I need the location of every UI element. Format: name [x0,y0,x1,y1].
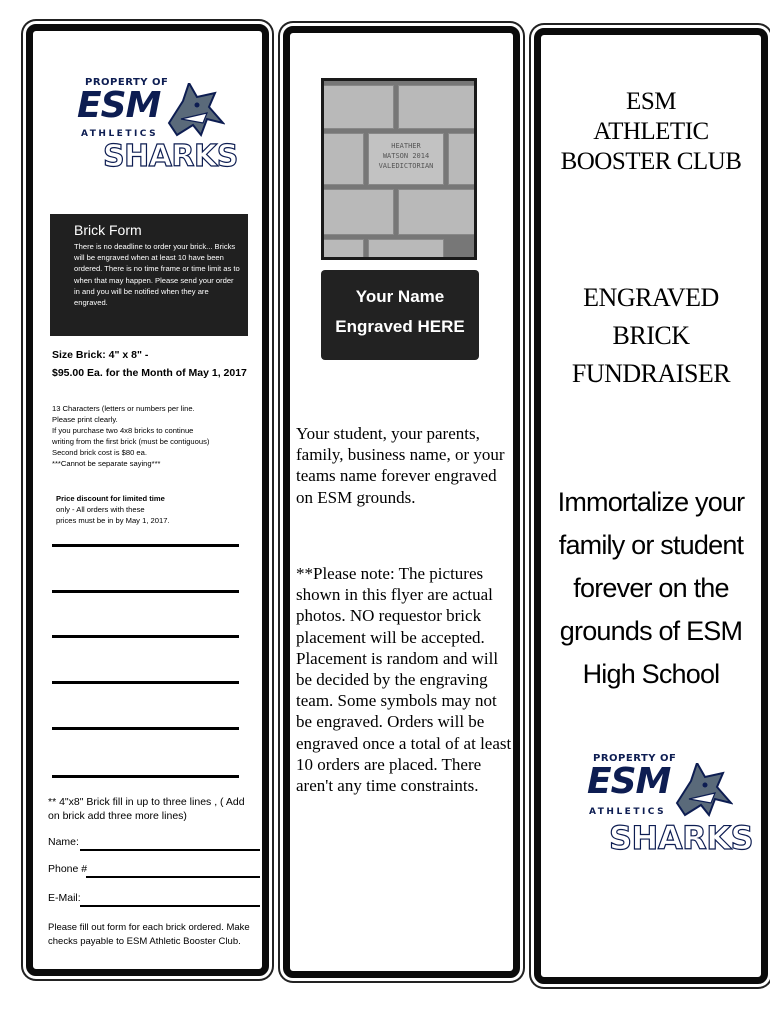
logo-athletics: ATHLETICS [589,807,667,817]
engraving-rules [52,403,252,469]
engraving-line-4[interactable] [52,681,239,684]
brick-form-title: Brick Form [74,222,142,238]
photo-brick [321,85,394,129]
name-box-line-2: Engraved HERE [335,317,465,336]
photo-brick [321,189,394,235]
club-title-line: BOOSTER CLUB [560,148,742,175]
intro-paragraph: Your student, your parents, family, business name, or your teams name forever engraved on ESM grounds. [296,424,505,507]
fundraiser-title [541,279,761,393]
notice-paragraph: **Please note: The pictures shown in this flyer are actual photos. NO requestor brick placement will be accepted. Placement is random and will be decided by the engraving team. Some symbols may not be engraved. Orders will be engraved once a total of at least 10 orders are placed. There aren't any time constraints. [296,564,512,796]
discount-line: prices must be in by May 1, 2017. [56,516,170,525]
cover-panel [534,28,768,984]
description-panel [283,26,520,978]
fundraiser-line: BRICK [612,321,690,350]
email-label: E-Mail: [48,892,81,904]
phone-underline[interactable] [86,876,260,878]
photo-brick [321,239,364,260]
email-underline[interactable] [80,905,260,907]
phone-label: Phone # [48,863,88,875]
email-field[interactable] [48,892,263,904]
engraving-line-6[interactable] [52,775,239,778]
tagline [541,481,761,696]
tagline-line: family or student [558,530,744,560]
phone-field[interactable] [48,863,263,875]
fundraiser-line: FUNDRAISER [571,359,731,388]
logo-esm: ESM [77,85,161,126]
photo-brick [368,239,444,260]
logo-property-of: PROPERTY OF [85,77,169,88]
engraved-brick-photo [321,78,477,260]
shark-mascot-icon [163,83,225,143]
engraving-line: HEATHER [391,142,421,150]
order-form-panel [26,24,269,976]
discount-line: Price discount for limited time [56,494,165,503]
logo-esm: ESM [587,761,671,802]
tagline-line: grounds of ESM [559,616,743,646]
name-field[interactable] [48,836,263,848]
rule-line: Please print clearly. [52,415,118,424]
engraving-line-1[interactable] [52,544,239,547]
tagline-line: forever on the [573,573,729,603]
club-title-line: ATHLETIC [593,118,709,145]
your-name-box [321,270,479,360]
rule-line: Second brick cost is $80 ea. [52,448,147,457]
engraving-line-3[interactable] [52,635,239,638]
rule-line: 13 Characters (letters or numbers per line. [52,404,195,413]
club-title-line: ESM [626,88,676,115]
footer-note: Please fill out form for each brick ordered. Make checks payable to ESM Athletic Booster Club. [48,922,250,947]
name-underline[interactable] [80,849,260,851]
shark-mascot-icon [671,763,733,823]
rule-line: ***Cannot be separate saying*** [52,459,161,468]
esm-sharks-logo [73,77,238,207]
fill-instruction: ** 4"x8" Brick fill in up to three lines , ( Add on brick add three more lines) [48,796,245,822]
photo-brick [398,85,477,129]
brick-size: Size Brick: 4" x 8" - [52,349,149,361]
engraving-line: VALEDICTORIAN [378,162,434,170]
engraving-line-5[interactable] [52,727,239,730]
logo-property-of: PROPERTY OF [593,753,677,764]
photo-brick [321,133,364,185]
name-label: Name: [48,836,79,848]
club-title [541,87,761,177]
logo-sharks: SHARKS [609,819,754,857]
esm-sharks-logo [583,753,754,883]
fundraiser-line: ENGRAVED [583,283,719,312]
photo-brick [398,189,477,235]
tagline-line: Immortalize your [557,487,745,517]
engraving-line-2[interactable] [52,590,239,593]
rule-line: If you purchase two 4x8 bricks to continue [52,426,194,435]
photo-brick [448,133,477,185]
rule-line: writing from the first brick (must be contiguous) [52,437,210,446]
photo-engraving [368,141,444,171]
logo-sharks: SHARKS [103,139,238,174]
engraving-line: WATSON 2014 [382,152,430,160]
brick-form-description: There is no deadline to order your brick... Bricks will be engraved when at least 10 have been ordered. There is no time frame or time limit as to when that may happen. Please send your order in and you will be notified when they are engraved. [74,242,240,308]
discount-line: only - All orders with these [56,505,145,514]
name-box-line-1: Your Name [355,287,445,306]
discount-notice [56,493,256,526]
brick-price: $95.00 Ea. for the Month of May 1, 2017 [52,367,247,379]
logo-athletics: ATHLETICS [81,129,159,139]
tagline-line: High School [582,659,720,689]
brick-form-info-box [50,214,248,336]
